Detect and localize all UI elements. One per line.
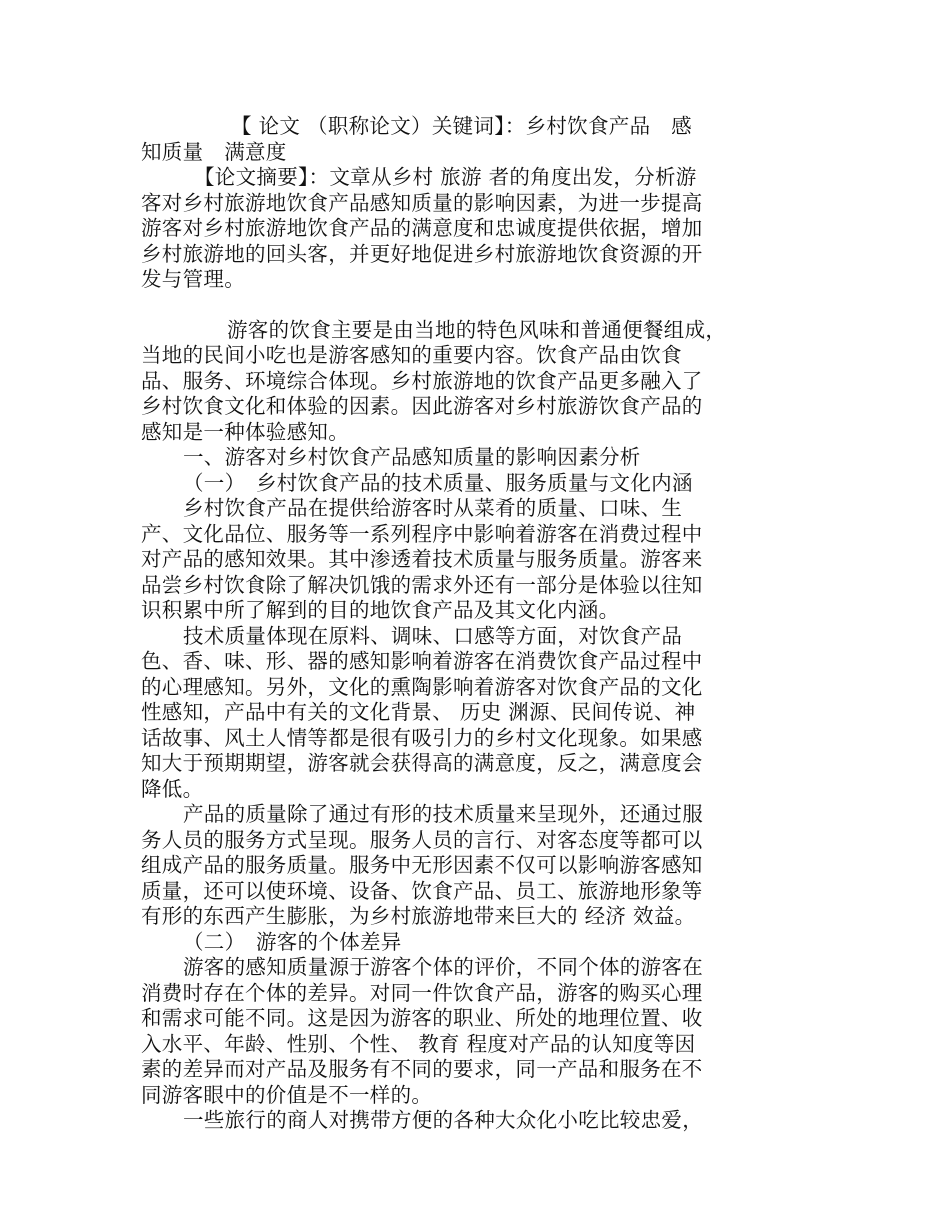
body-line: 识积累中所了解到的目的地饮食产品及其文化内涵。 [141, 598, 620, 622]
abstract-line: 乡村旅游地的回头客，并更好地促进乡村旅游地饮食资源的开 [141, 241, 703, 266]
body-line: 色、香、味、形、器的感知影响着游客在消费饮食产品过程中 [141, 649, 703, 673]
body-line: 技术质量体现在原料、调味、口感等方面，对饮食产品 [183, 623, 683, 648]
paragraph-gap [141, 293, 731, 318]
body-line: 话故事、风土人情等都是很有吸引力的乡村文化现象。如果感 [141, 725, 703, 750]
abstract-line: 游客对乡村旅游地饮食产品的满意度和忠诚度提供依据，增加 [141, 216, 703, 240]
body-line: 同游客眼中的价值是不一样的。 [141, 1082, 433, 1107]
body-line: 乡村饮食产品在提供给游客时从菜肴的质量、口味、生 [183, 496, 683, 520]
body-line: 品尝乡村饮食除了解决饥饿的需求外还有一部分是体验以往知 [141, 572, 703, 597]
body-line: 和需求可能不同。这是因为游客的职业、所处的地理位置、收 [141, 1006, 703, 1030]
document-text [141, 114, 731, 1134]
body-line: 质量，还可以使环境、设备、饮食产品、员工、旅游地形象等 [141, 878, 703, 903]
body-line: 一些旅行的商人对携带方便的各种大众化小吃比较忠爱， [183, 1108, 703, 1132]
body-line: 游客的饮食主要是由当地的特色风味和普通便餐组成， [227, 317, 727, 342]
body-line: 乡村饮食文化和体验的因素。因此游客对乡村旅游饮食产品的 [141, 394, 703, 418]
body-line: 的心理感知。另外，文化的熏陶影响着游客对饮食产品的文化 [141, 674, 703, 699]
keywords-line: 知质量 满意度 [141, 139, 287, 164]
subsection-heading: （二） 游客的个体差异 [183, 929, 402, 954]
abstract-line: 客对乡村旅游地饮食产品感知质量的影响因素，为进一步提高 [141, 190, 703, 215]
body-line: 组成产品的服务质量。服务中无形因素不仅可以影响游客感知 [141, 853, 703, 877]
body-line: 品、服务、环境综合体现。乡村旅游地的饮食产品更多融入了 [141, 368, 703, 393]
body-line: 入水平、年龄、性别、个性、 教育 程度对产品的认知度等因 [141, 1031, 696, 1056]
body-line: 产、文化品位、服务等一系列程序中影响着游客在消费过程中 [141, 521, 703, 546]
body-line: 当地的民间小吃也是游客感知的重要内容。饮食产品由饮食 [141, 343, 682, 367]
body-line: 产品的质量除了通过有形的技术质量来呈现外，还通过服 [183, 802, 703, 826]
body-line: 游客的感知质量源于游客个体的评价，不同个体的游客在 [183, 955, 703, 979]
body-line: 对产品的感知效果。其中渗透着技术质量与服务质量。游客来 [141, 547, 703, 571]
body-line: 消费时存在个体的差异。对同一件饮食产品，游客的购买心理 [141, 980, 703, 1005]
keywords-line: 【 论文 （职称论文）关键词】：乡村饮食产品 感 [231, 114, 692, 138]
abstract-line: 【论文摘要】：文章从乡村 旅游 者的角度出发，分析游 [194, 165, 697, 189]
abstract-line: 发与管理。 [141, 267, 245, 291]
body-line: 务人员的服务方式呈现。服务人员的言行、对客态度等都可以 [141, 827, 703, 852]
body-line: 性感知，产品中有关的文化背景、 历史 渊源、民间传说、神 [141, 700, 696, 724]
subsection-heading: （一） 乡村饮食产品的技术质量、服务质量与文化内涵 [183, 470, 693, 495]
section-heading: 一、游客对乡村饮食产品感知质量的影响因素分析 [183, 445, 641, 469]
body-line: 有形的东西产生膨胀，为乡村旅游地带来巨大的 经济 效益。 [141, 904, 696, 928]
body-line: 降低。 [141, 776, 204, 801]
body-line: 知大于预期期望，游客就会获得高的满意度，反之，满意度会 [141, 751, 703, 775]
body-line: 感知是一种体验感知。 [141, 419, 349, 444]
body-line: 素的差异而对产品及服务有不同的要求，同一产品和服务在不 [141, 1057, 703, 1081]
